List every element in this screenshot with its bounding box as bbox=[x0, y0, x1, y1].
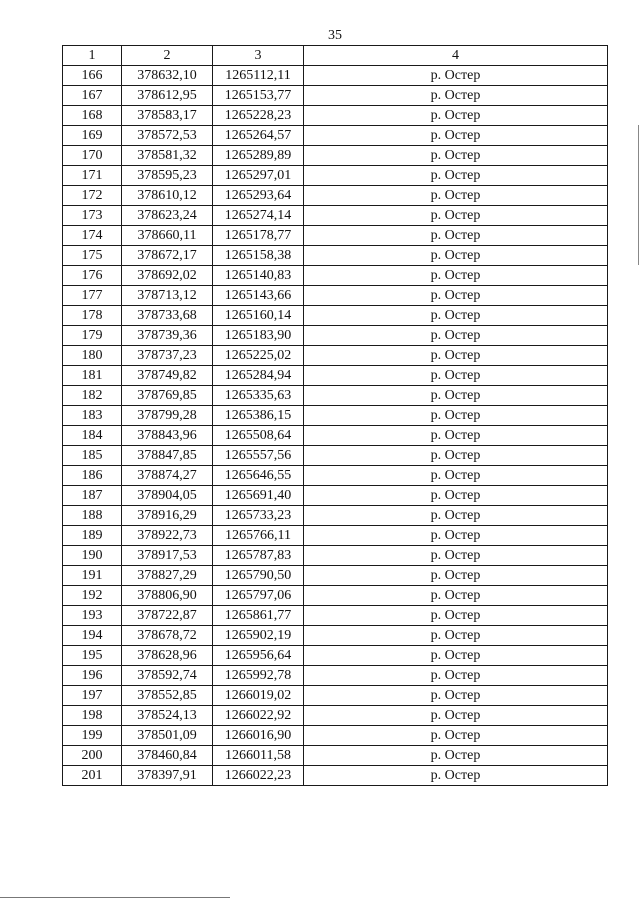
description-cell: р. Остер bbox=[304, 406, 608, 426]
table-row bbox=[63, 346, 608, 366]
x-coordinate-cell: 378904,05 bbox=[122, 486, 213, 506]
point-number-cell: 186 bbox=[63, 466, 122, 486]
point-number-cell: 168 bbox=[63, 106, 122, 126]
point-number-cell: 197 bbox=[63, 686, 122, 706]
scan-edge-line bbox=[638, 125, 639, 265]
description-cell: р. Остер bbox=[304, 326, 608, 346]
x-coordinate-cell: 378799,28 bbox=[122, 406, 213, 426]
x-coordinate-cell: 378583,17 bbox=[122, 106, 213, 126]
point-number-cell: 176 bbox=[63, 266, 122, 286]
table-row bbox=[63, 566, 608, 586]
table-row bbox=[63, 506, 608, 526]
y-coordinate-cell: 1265140,83 bbox=[213, 266, 304, 286]
column-header-4: 4 bbox=[304, 46, 608, 66]
x-coordinate-cell: 378592,74 bbox=[122, 666, 213, 686]
point-number-cell: 184 bbox=[63, 426, 122, 446]
y-coordinate-cell: 1265733,23 bbox=[213, 506, 304, 526]
x-coordinate-cell: 378628,96 bbox=[122, 646, 213, 666]
y-coordinate-cell: 1266022,92 bbox=[213, 706, 304, 726]
description-cell: р. Остер bbox=[304, 286, 608, 306]
table-row bbox=[63, 486, 608, 506]
description-cell: р. Остер bbox=[304, 626, 608, 646]
y-coordinate-cell: 1265861,77 bbox=[213, 606, 304, 626]
x-coordinate-cell: 378722,87 bbox=[122, 606, 213, 626]
point-number-cell: 172 bbox=[63, 186, 122, 206]
y-coordinate-cell: 1265557,56 bbox=[213, 446, 304, 466]
description-cell: р. Остер bbox=[304, 466, 608, 486]
description-cell: р. Остер bbox=[304, 306, 608, 326]
point-number-cell: 196 bbox=[63, 666, 122, 686]
table-row bbox=[63, 406, 608, 426]
table-row bbox=[63, 726, 608, 746]
table-row bbox=[63, 106, 608, 126]
y-coordinate-cell: 1265386,15 bbox=[213, 406, 304, 426]
y-coordinate-cell: 1265646,55 bbox=[213, 466, 304, 486]
coordinates-table bbox=[62, 45, 608, 786]
point-number-cell: 191 bbox=[63, 566, 122, 586]
table-row bbox=[63, 606, 608, 626]
x-coordinate-cell: 378713,12 bbox=[122, 286, 213, 306]
table-body bbox=[63, 66, 608, 786]
description-cell: р. Остер bbox=[304, 86, 608, 106]
description-cell: р. Остер bbox=[304, 246, 608, 266]
description-cell: р. Остер bbox=[304, 166, 608, 186]
table-row bbox=[63, 466, 608, 486]
y-coordinate-cell: 1266011,58 bbox=[213, 746, 304, 766]
y-coordinate-cell: 1265902,19 bbox=[213, 626, 304, 646]
table-row bbox=[63, 366, 608, 386]
description-cell: р. Остер bbox=[304, 126, 608, 146]
x-coordinate-cell: 378874,27 bbox=[122, 466, 213, 486]
x-coordinate-cell: 378460,84 bbox=[122, 746, 213, 766]
point-number-cell: 193 bbox=[63, 606, 122, 626]
description-cell: р. Остер bbox=[304, 206, 608, 226]
y-coordinate-cell: 1265790,50 bbox=[213, 566, 304, 586]
y-coordinate-cell: 1266016,90 bbox=[213, 726, 304, 746]
point-number-cell: 187 bbox=[63, 486, 122, 506]
y-coordinate-cell: 1265274,14 bbox=[213, 206, 304, 226]
y-coordinate-cell: 1265797,06 bbox=[213, 586, 304, 606]
description-cell: р. Остер bbox=[304, 386, 608, 406]
x-coordinate-cell: 378827,29 bbox=[122, 566, 213, 586]
point-number-cell: 174 bbox=[63, 226, 122, 246]
description-cell: р. Остер bbox=[304, 706, 608, 726]
x-coordinate-cell: 378397,91 bbox=[122, 766, 213, 786]
description-cell: р. Остер bbox=[304, 546, 608, 566]
y-coordinate-cell: 1265225,02 bbox=[213, 346, 304, 366]
table-row bbox=[63, 186, 608, 206]
description-cell: р. Остер bbox=[304, 146, 608, 166]
point-number-cell: 179 bbox=[63, 326, 122, 346]
x-coordinate-cell: 378572,53 bbox=[122, 126, 213, 146]
x-coordinate-cell: 378581,32 bbox=[122, 146, 213, 166]
point-number-cell: 194 bbox=[63, 626, 122, 646]
table-row bbox=[63, 686, 608, 706]
point-number-cell: 198 bbox=[63, 706, 122, 726]
y-coordinate-cell: 1265178,77 bbox=[213, 226, 304, 246]
x-coordinate-cell: 378552,85 bbox=[122, 686, 213, 706]
table-row bbox=[63, 326, 608, 346]
table-row bbox=[63, 386, 608, 406]
x-coordinate-cell: 378922,73 bbox=[122, 526, 213, 546]
y-coordinate-cell: 1265264,57 bbox=[213, 126, 304, 146]
table-row bbox=[63, 306, 608, 326]
y-coordinate-cell: 1265691,40 bbox=[213, 486, 304, 506]
description-cell: р. Остер bbox=[304, 366, 608, 386]
y-coordinate-cell: 1265992,78 bbox=[213, 666, 304, 686]
table-row bbox=[63, 146, 608, 166]
point-number-cell: 190 bbox=[63, 546, 122, 566]
y-coordinate-cell: 1265158,38 bbox=[213, 246, 304, 266]
y-coordinate-cell: 1265183,90 bbox=[213, 326, 304, 346]
point-number-cell: 175 bbox=[63, 246, 122, 266]
table-row bbox=[63, 526, 608, 546]
y-coordinate-cell: 1265289,89 bbox=[213, 146, 304, 166]
table-row bbox=[63, 246, 608, 266]
x-coordinate-cell: 378595,23 bbox=[122, 166, 213, 186]
x-coordinate-cell: 378806,90 bbox=[122, 586, 213, 606]
x-coordinate-cell: 378749,82 bbox=[122, 366, 213, 386]
bottom-rule bbox=[0, 897, 230, 898]
description-cell: р. Остер bbox=[304, 566, 608, 586]
description-cell: р. Остер bbox=[304, 586, 608, 606]
x-coordinate-cell: 378737,23 bbox=[122, 346, 213, 366]
description-cell: р. Остер bbox=[304, 766, 608, 786]
point-number-cell: 169 bbox=[63, 126, 122, 146]
x-coordinate-cell: 378623,24 bbox=[122, 206, 213, 226]
y-coordinate-cell: 1265297,01 bbox=[213, 166, 304, 186]
x-coordinate-cell: 378672,17 bbox=[122, 246, 213, 266]
table-row bbox=[63, 746, 608, 766]
description-cell: р. Остер bbox=[304, 226, 608, 246]
description-cell: р. Остер bbox=[304, 266, 608, 286]
x-coordinate-cell: 378610,12 bbox=[122, 186, 213, 206]
table-row bbox=[63, 446, 608, 466]
y-coordinate-cell: 1265766,11 bbox=[213, 526, 304, 546]
point-number-cell: 181 bbox=[63, 366, 122, 386]
x-coordinate-cell: 378678,72 bbox=[122, 626, 213, 646]
point-number-cell: 167 bbox=[63, 86, 122, 106]
table-row bbox=[63, 86, 608, 106]
description-cell: р. Остер bbox=[304, 526, 608, 546]
point-number-cell: 189 bbox=[63, 526, 122, 546]
point-number-cell: 192 bbox=[63, 586, 122, 606]
x-coordinate-cell: 378612,95 bbox=[122, 86, 213, 106]
description-cell: р. Остер bbox=[304, 106, 608, 126]
point-number-cell: 200 bbox=[63, 746, 122, 766]
column-header-1: 1 bbox=[63, 46, 122, 66]
point-number-cell: 170 bbox=[63, 146, 122, 166]
point-number-cell: 201 bbox=[63, 766, 122, 786]
y-coordinate-cell: 1265228,23 bbox=[213, 106, 304, 126]
table-row bbox=[63, 426, 608, 446]
point-number-cell: 173 bbox=[63, 206, 122, 226]
x-coordinate-cell: 378660,11 bbox=[122, 226, 213, 246]
x-coordinate-cell: 378843,96 bbox=[122, 426, 213, 446]
x-coordinate-cell: 378769,85 bbox=[122, 386, 213, 406]
y-coordinate-cell: 1265508,64 bbox=[213, 426, 304, 446]
table-row bbox=[63, 166, 608, 186]
description-cell: р. Остер bbox=[304, 646, 608, 666]
x-coordinate-cell: 378847,85 bbox=[122, 446, 213, 466]
x-coordinate-cell: 378916,29 bbox=[122, 506, 213, 526]
x-coordinate-cell: 378524,13 bbox=[122, 706, 213, 726]
y-coordinate-cell: 1265160,14 bbox=[213, 306, 304, 326]
y-coordinate-cell: 1266019,02 bbox=[213, 686, 304, 706]
point-number-cell: 178 bbox=[63, 306, 122, 326]
table-row bbox=[63, 586, 608, 606]
y-coordinate-cell: 1265335,63 bbox=[213, 386, 304, 406]
table-row bbox=[63, 546, 608, 566]
x-coordinate-cell: 378739,36 bbox=[122, 326, 213, 346]
description-cell: р. Остер bbox=[304, 66, 608, 86]
y-coordinate-cell: 1265787,83 bbox=[213, 546, 304, 566]
table-row bbox=[63, 626, 608, 646]
table-row bbox=[63, 66, 608, 86]
x-coordinate-cell: 378632,10 bbox=[122, 66, 213, 86]
point-number-cell: 185 bbox=[63, 446, 122, 466]
column-header-3: 3 bbox=[213, 46, 304, 66]
point-number-cell: 199 bbox=[63, 726, 122, 746]
point-number-cell: 188 bbox=[63, 506, 122, 526]
description-cell: р. Остер bbox=[304, 686, 608, 706]
description-cell: р. Остер bbox=[304, 726, 608, 746]
point-number-cell: 166 bbox=[63, 66, 122, 86]
x-coordinate-cell: 378733,68 bbox=[122, 306, 213, 326]
y-coordinate-cell: 1265293,64 bbox=[213, 186, 304, 206]
y-coordinate-cell: 1265153,77 bbox=[213, 86, 304, 106]
table-row bbox=[63, 646, 608, 666]
x-coordinate-cell: 378501,09 bbox=[122, 726, 213, 746]
point-number-cell: 195 bbox=[63, 646, 122, 666]
table-row bbox=[63, 666, 608, 686]
y-coordinate-cell: 1265284,94 bbox=[213, 366, 304, 386]
y-coordinate-cell: 1265143,66 bbox=[213, 286, 304, 306]
column-header-2: 2 bbox=[122, 46, 213, 66]
table-header-row bbox=[63, 46, 608, 66]
table-row bbox=[63, 126, 608, 146]
table-row bbox=[63, 766, 608, 786]
page-number: 35 bbox=[328, 28, 342, 43]
description-cell: р. Остер bbox=[304, 346, 608, 366]
table-row bbox=[63, 206, 608, 226]
description-cell: р. Остер bbox=[304, 746, 608, 766]
point-number-cell: 177 bbox=[63, 286, 122, 306]
point-number-cell: 182 bbox=[63, 386, 122, 406]
description-cell: р. Остер bbox=[304, 606, 608, 626]
table-row bbox=[63, 226, 608, 246]
description-cell: р. Остер bbox=[304, 666, 608, 686]
point-number-cell: 180 bbox=[63, 346, 122, 366]
description-cell: р. Остер bbox=[304, 186, 608, 206]
point-number-cell: 183 bbox=[63, 406, 122, 426]
y-coordinate-cell: 1265112,11 bbox=[213, 66, 304, 86]
table-row bbox=[63, 266, 608, 286]
description-cell: р. Остер bbox=[304, 426, 608, 446]
description-cell: р. Остер bbox=[304, 506, 608, 526]
table-row bbox=[63, 706, 608, 726]
x-coordinate-cell: 378917,53 bbox=[122, 546, 213, 566]
description-cell: р. Остер bbox=[304, 446, 608, 466]
y-coordinate-cell: 1266022,23 bbox=[213, 766, 304, 786]
x-coordinate-cell: 378692,02 bbox=[122, 266, 213, 286]
point-number-cell: 171 bbox=[63, 166, 122, 186]
y-coordinate-cell: 1265956,64 bbox=[213, 646, 304, 666]
table-row bbox=[63, 286, 608, 306]
description-cell: р. Остер bbox=[304, 486, 608, 506]
